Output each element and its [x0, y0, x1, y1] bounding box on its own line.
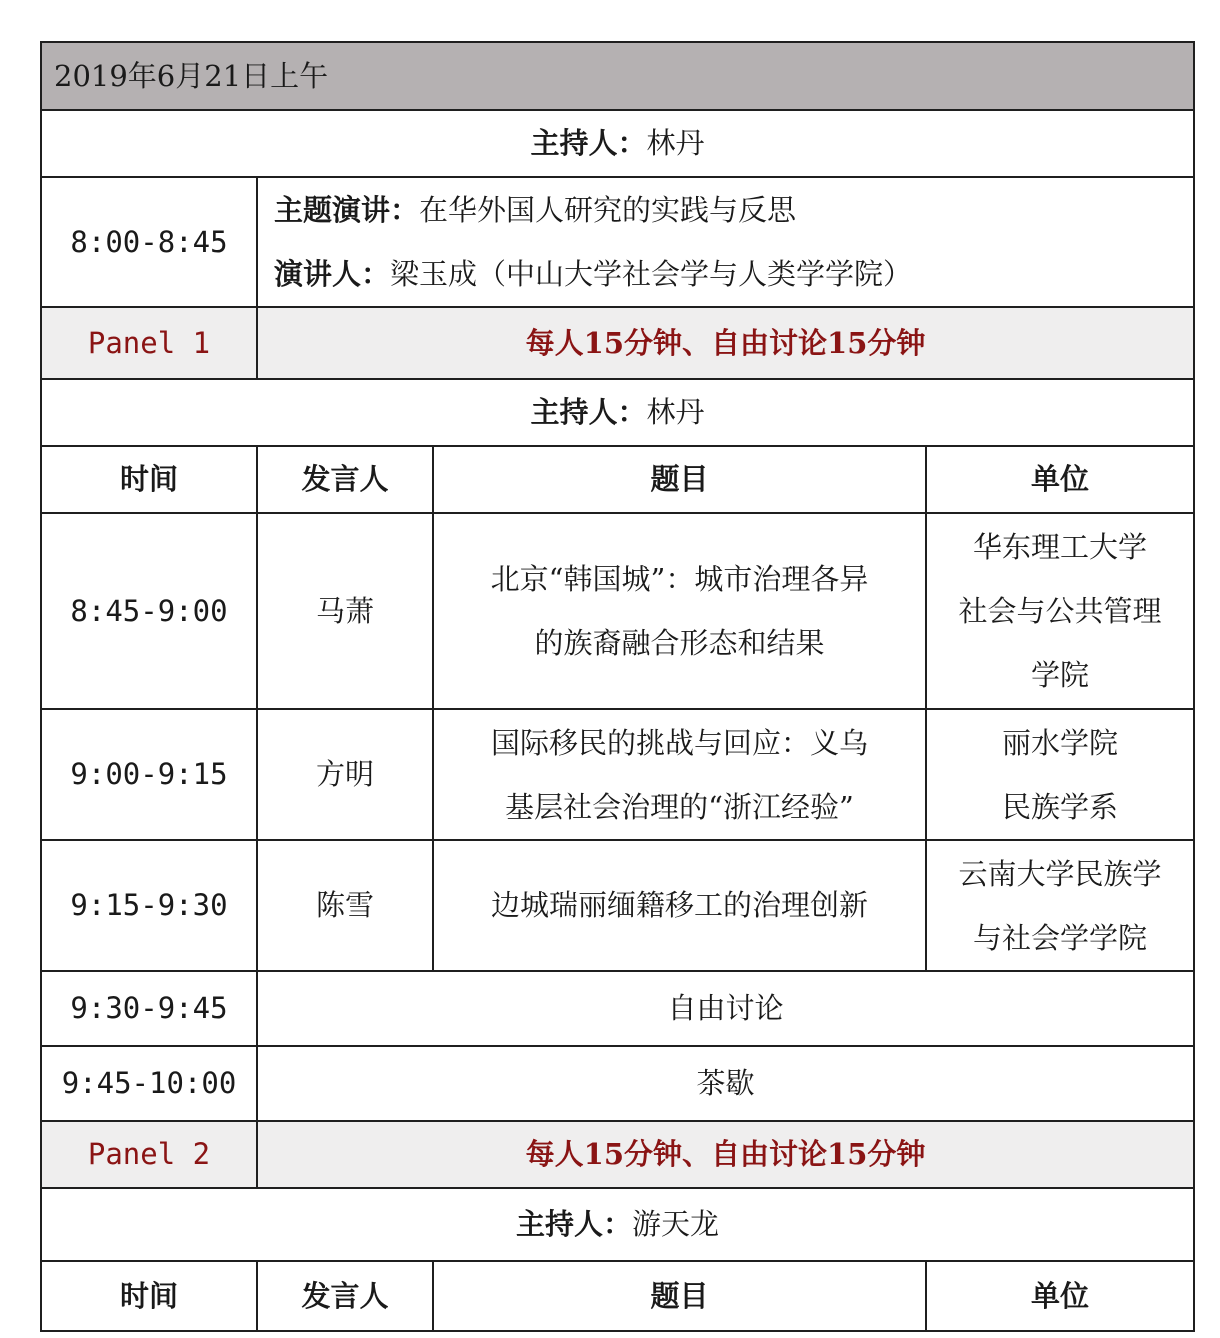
unit-line: 丽水学院	[1002, 725, 1119, 760]
keynote-title: 在华外国人研究的实践与反思	[419, 193, 797, 227]
table-row	[41, 513, 1194, 709]
date-row	[41, 42, 1194, 110]
unit-line: 学院	[1031, 658, 1090, 692]
panel1-row	[41, 307, 1194, 379]
break-row	[41, 1046, 1194, 1121]
unit-line: 云南大学民族学	[958, 856, 1162, 891]
host-name: 林丹	[646, 126, 705, 160]
talk-time: 9:00-9:15	[41, 709, 257, 840]
keynote-speaker-label: 演讲人：	[274, 257, 391, 291]
discussion-label: 自由讨论	[257, 971, 1194, 1046]
schedule-table	[40, 41, 1195, 1332]
talk-title	[433, 513, 926, 709]
title-line: 国际移民的挑战与回应：义乌	[490, 725, 868, 760]
host-name: 游天龙	[632, 1207, 720, 1241]
header-row-panel2	[41, 1261, 1194, 1331]
host-name: 林丹	[646, 395, 705, 429]
break-time: 9:45-10:00	[41, 1046, 257, 1121]
host-row-panel1	[41, 379, 1194, 446]
talk-unit	[926, 709, 1194, 840]
talk-title: 边城瑞丽缅籍移工的治理创新	[433, 840, 926, 971]
talk-time: 8:45-9:00	[41, 513, 257, 709]
talk-unit	[926, 840, 1194, 971]
panel1-rule: 每人15分钟、自由讨论15分钟	[257, 307, 1194, 379]
unit-line: 华东理工大学	[973, 530, 1148, 564]
header-speaker: 发言人	[257, 446, 433, 513]
panel1-label: Panel 1	[41, 307, 257, 379]
header-title: 题目	[433, 446, 926, 513]
title-line: 北京“韩国城”：城市治理各异	[490, 562, 869, 596]
host-label: 主持人：	[530, 126, 647, 160]
keynote-speaker: 梁玉成（中山大学社会学与人类学学院）	[390, 257, 913, 291]
talk-speaker: 马萧	[257, 513, 433, 709]
discussion-row	[41, 971, 1194, 1046]
date-header: 2019年6月21日上午	[41, 42, 1194, 110]
host-cell	[41, 1188, 1194, 1261]
talk-time: 9:15-9:30	[41, 840, 257, 971]
keynote-row	[41, 177, 1194, 307]
header-title: 题目	[433, 1261, 926, 1331]
host-label: 主持人：	[516, 1207, 633, 1241]
break-label: 茶歇	[257, 1046, 1194, 1121]
keynote-title-line	[274, 178, 1187, 242]
host-cell	[41, 379, 1194, 446]
unit-line: 社会与公共管理	[958, 594, 1162, 628]
discussion-time: 9:30-9:45	[41, 971, 257, 1046]
title-line: 基层社会治理的“浙江经验”	[505, 789, 854, 824]
header-unit: 单位	[926, 1261, 1194, 1331]
title-line: 的族裔融合形态和结果	[534, 626, 825, 660]
panel2-rule: 每人15分钟、自由讨论15分钟	[257, 1121, 1194, 1188]
unit-line: 民族学系	[1002, 789, 1119, 824]
header-time: 时间	[41, 1261, 257, 1331]
unit-line: 与社会学学院	[973, 920, 1148, 955]
host-row-session1	[41, 110, 1194, 177]
keynote-title-label: 主题演讲：	[274, 193, 420, 227]
talk-speaker: 方明	[257, 709, 433, 840]
panel2-row	[41, 1121, 1194, 1188]
table-row	[41, 709, 1194, 840]
table-row	[41, 840, 1194, 971]
host-cell	[41, 110, 1194, 177]
host-row-panel2	[41, 1188, 1194, 1261]
header-time: 时间	[41, 446, 257, 513]
header-speaker: 发言人	[257, 1261, 433, 1331]
header-row-panel1	[41, 446, 1194, 513]
talk-unit	[926, 513, 1194, 709]
keynote-speaker-line	[274, 242, 1187, 306]
talk-title	[433, 709, 926, 840]
keynote-cell	[257, 177, 1194, 307]
header-unit: 单位	[926, 446, 1194, 513]
host-label: 主持人：	[530, 395, 647, 429]
talk-speaker: 陈雪	[257, 840, 433, 971]
panel2-label: Panel 2	[41, 1121, 257, 1188]
keynote-time: 8:00-8:45	[41, 177, 257, 307]
